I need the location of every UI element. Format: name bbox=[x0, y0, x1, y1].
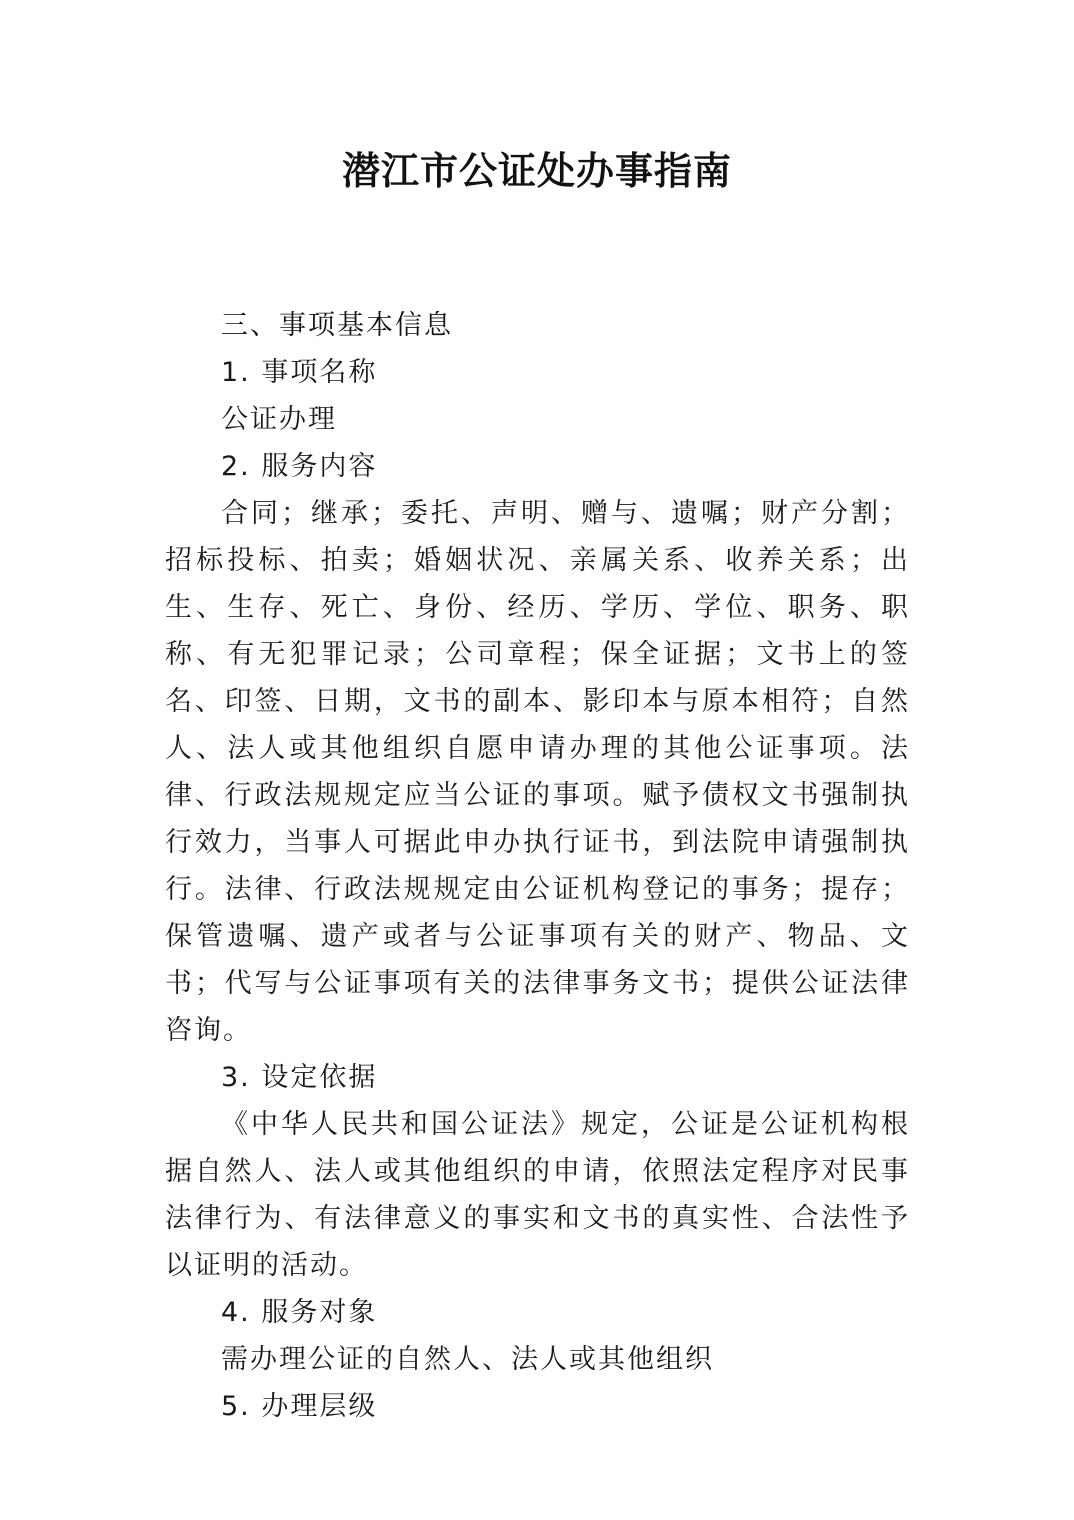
item-heading-target: 4. 服务对象 bbox=[221, 1297, 378, 1328]
item-content-service: 合同；继承；委托、声明、赠与、遗嘱；财产分割；招标投标、拍卖；婚姻状况、亲属关系、收养关系；出生、生存、死亡、身份、经历、学历、学位、职务、职称、有无犯罪记录；公司章程；保全证据；文书上的签名、印签、日期，文书的副本、影印本与原本相符；自然人、法人或其他组织自愿申请办理的其他公证事项。法律、行政法规规定应当公证的事项。赋予债权文书强制执行效力，当事人可据此申办执行证书，到法院申请强制执行。法律、行政法规规定由公证机构登记的事务；提存；保管遗嘱、遗产或者与公证事项有关的财产、物品、文书；代写与公证事项有关的法律事务文书；提供公证法律咨询。 bbox=[165, 498, 910, 1046]
item-content-target: 需办理公证的自然人、法人或其他组织 bbox=[221, 1344, 714, 1375]
item-heading-service: 2. 服务内容 bbox=[221, 451, 378, 482]
section-heading: 三、事项基本信息 bbox=[221, 310, 453, 341]
item-content-basis: 《中华人民共和国公证法》规定，公证是公证机构根据自然人、法人或其他组织的申请，依照法定程序对民事法律行为、有法律意义的事实和文书的真实性、合法性予以证明的活动。 bbox=[165, 1109, 910, 1281]
document-title: 潜江市公证处办事指南 bbox=[341, 148, 732, 193]
item-heading-level: 5. 办理层级 bbox=[221, 1391, 378, 1422]
item-heading-basis: 3. 设定依据 bbox=[221, 1062, 378, 1093]
item-heading-name: 1. 事项名称 bbox=[221, 357, 378, 388]
item-content-name: 公证办理 bbox=[221, 404, 337, 435]
document-body bbox=[165, 302, 910, 1430]
